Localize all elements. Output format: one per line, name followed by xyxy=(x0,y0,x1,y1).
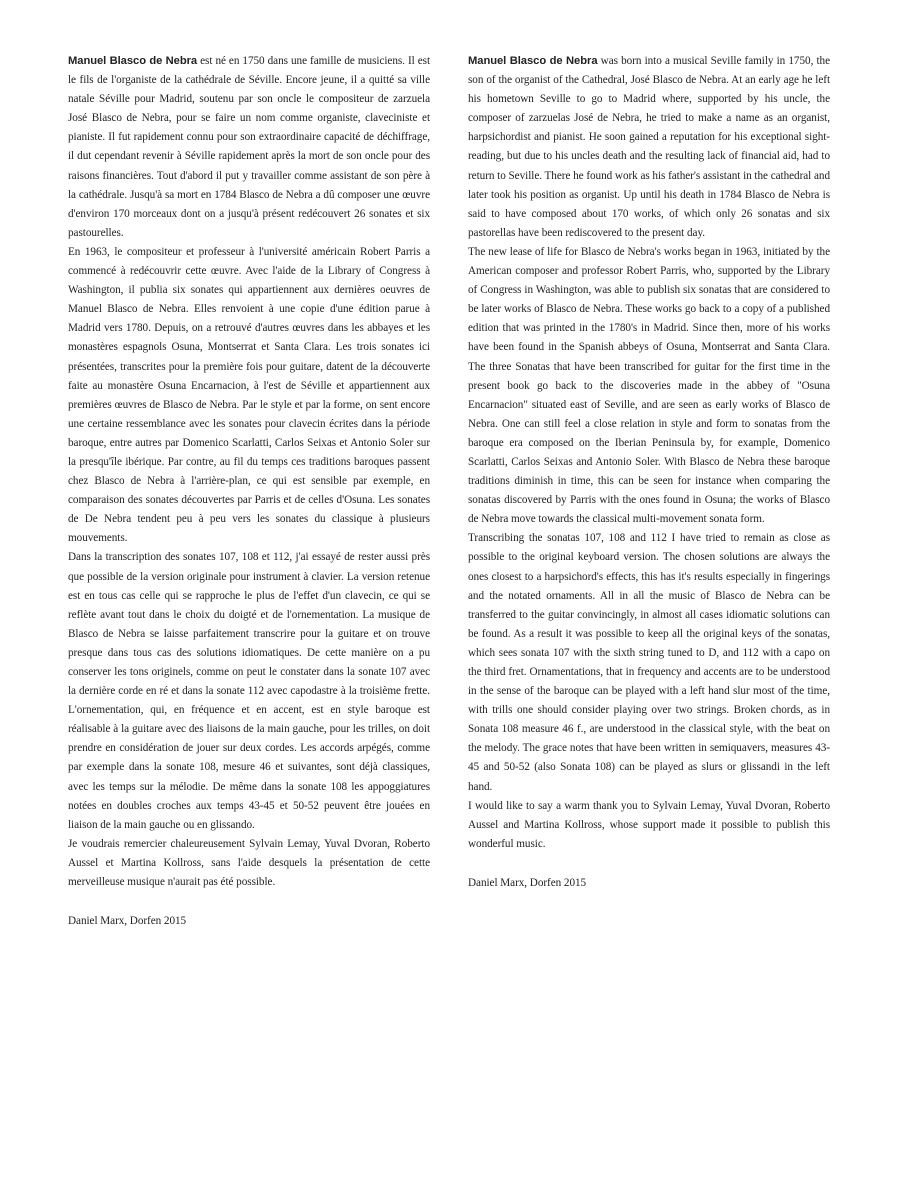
french-paragraph-2: En 1963, le compositeur et professeur à l'université américain Robert Parris a commencé à redécouvrir cette œuvre. Avec l'aide de la Library of Congress à Washington, il publia six sonates qui appartiennent aux dernières oeuvres de Manuel Blasco de Nebra. Elles renvoient à une copie d'une édition parue à Madrid vers 1780. Depuis, on a retrouvé d'autres œuvres dans les abbayes et les monastères espagnols Osuna, Montserrat et Santa Clara. Les trois sonates ici présentées, transcrites pour la première fois pour guitare, datent de la découverte faite au monastère Osuna Encarnacion, à l'est de Séville et appartiennent aux premières œuvres de Blasco de Nebra. Par le style et par la forme, on sent encore une certaine ressemblance avec les sonates pour clavecin écrites dans la période baroque, entre autres par Domenico Scarlatti, Carlos Seixas et Antonio Soler sur la presqu'île ibérique. Par contre, au fil du temps ces traditions baroques passent chez Blasco de Nebra à l'arrière-plan, ce qui est sensible par exemple, en comparaison des sonates découvertes par Parris et de celles d'Osuna. Les sonates de De Nebra tendent peu à peu vers les sonates du classique à plusieurs mouvements. xyxy=(68,245,430,545)
french-column xyxy=(68,52,430,931)
french-lead-name: Manuel Blasco de Nebra xyxy=(68,55,198,67)
english-signature: Daniel Marx, Dorfen 2015 xyxy=(468,876,587,889)
english-paragraph-2: The new lease of life for Blasco de Nebra's works began in 1963, initiated by the American composer and professor Robert Parris, who, supported by the Library of Congress in Washington, was able to publish six sonatas that are considered to be later works of Blasco de Nebra. These works go back to a copy of a published edition that was printed in the 1780's in Madrid. Since then, more of his works have been found in the Spanish abbeys of Osuna, Montserrat and Santa Clara. The three Sonatas that have been transcribed for guitar for the first time in the present book go back to the discoveries made in the abbey of "Osuna Encarnacion" situated east of Seville, and are seen as early works of Blasco de Nebra. One can still feel a close relation in style and form to sonatas from the baroque era composed on the Iberian Peninsula by, for example, Domenico Scarlatti, Carlos Seixas and Antonio Soler. With Blasco de Nebra these baroque traditions diminish in time, this can be seen for instance when comparing the sonatas discovered by Parris with the ones found in Osuna; the works of Blasco de Nebra move towards the classical multi-movement sonata form. xyxy=(468,245,830,526)
french-paragraph-4: Je voudrais remercier chaleureusement Sylvain Lemay, Yuval Dvoran, Roberto Aussel et Martina Kollross, sans l'aide desquels la présentation de cette merveilleuse musique n'aurait pas été possible. xyxy=(68,837,430,889)
english-paragraph-4: I would like to say a warm thank you to Sylvain Lemay, Yuval Dvoran, Roberto Aussel and Martina Kollross, whose support made it possible to publish this wonderful music. xyxy=(468,799,830,850)
french-paragraph-1 xyxy=(68,52,430,243)
english-lead-name: Manuel Blasco de Nebra xyxy=(468,55,598,67)
english-paragraph-1-text: was born into a musical Seville family in 1750, the son of the organist of the Cathedral, José Blasco de Nebra. At an early age he left his hometown Seville to go to Madrid where, supported by his uncle, the composer of zarzuelas José de Nebra, he tried to make a name as an organist, harpsichordist and pianist. He soon gained a reputation for his exceptional sight-reading, but due to his uncles death and the resulting lack of financial aid, had to return to Seville. There he found work as his father's assistant in the cathedral and later took his position as organist. Up until his death in 1784 Blasco de Nebra is said to have composed about 170 works, of which only 26 sonatas and six pastorellas have been rediscovered to the present day. xyxy=(468,55,831,239)
french-signature: Daniel Marx, Dorfen 2015 xyxy=(68,915,187,928)
english-column xyxy=(468,52,830,893)
french-paragraph-3: Dans la transcription des sonates 107, 108 et 112, j'ai essayé de rester aussi près que possible de la version originale pour instrument à clavier. La version retenue est en tous cas celle qui se rapproche le plus de l'effet d'un clavecin, ce qui se reflète avant tout dans le choix du doigté et de l'ornementation. La musique de Blasco de Nebra se laisse parfaitement transcrire pour la guitare et on trouve presque dans tous cas des solutions idiomatiques. De cette manière on a pu conserver les tons originels, comme on peut le constater dans la sonate 107 avec la dernière corde en ré et dans la sonate 112 avec capodastre à la troisième frette. L'ornementation, qui, en fréquence et en accent, est en style baroque est réalisable à la guitare avec des liaisons de la main gauche, pour les trilles, on doit prendre en considération de jouer sur deux cordes. Les accords arpégés, comme par exemple dans la sonate 108, mesure 46 et suivantes, sont déjà classiques, avec les temps sur la mélodie. De même dans la sonate 108 les appoggiatures notées en doubles croches aux temps 43-45 et 50-52 peuvent être jouées en liaison de la main gauche ou en glissando. xyxy=(68,551,430,831)
french-paragraph-1-text: est né en 1750 dans une famille de musiciens. Il est le fils de l'organiste de la cathédrale de Séville. Encore jeune, il a quitté sa ville natale Séville pour Madrid, soutenu par son oncle le compositeur de zarzuela José Blasco de Nebra, pour se faire un nom comme organiste, claveciniste et pianiste. Il fut rapidement connu pour son extraordinaire capacité de déchiffrage, il dut cependant revenir à Séville rapidement après la mort de son oncle pour des raisons financières. Tout d'abord il put y travailler comme assistant de son père à la cathédrale. Jusqu'à sa mort en 1784 Blasco de Nebra a dû composer une œuvre d'environ 170 morceaux dont on a jusqu'à présent redécouvert 26 sonates et six pastourelles. xyxy=(68,55,431,239)
english-paragraph-3: Transcribing the sonatas 107, 108 and 112 I have tried to remain as close as possible to the original keyboard version. The chosen solutions are always the ones closest to a harpsichord's effects, this has it's results especially in fingerings and the notated ornaments. All in all the music of Blasco de Nebra can be transferred to the guitar convincingly, in almost all cases idiomatic solutions can be found. As a result it was possible to keep all the original keys of the sonatas, which sees sonata 107 with the sixth string tuned to D, and 112 with a capo on the third fret. Ornamentations, that in frequency and accents are to be understood in the sense of the baroque can be played with a left hand slur most of the time, with trills one should consider playing over two strings. Broken chords, as in Sonata 108 measure 46 f., are understood in the classical style, with the beat on the melody. The grace notes that have been written in semiquavers, measures 43-45 and 50-52 (also Sonata 108) can be played as slurs or glissandi in the left hand. xyxy=(468,532,830,793)
english-paragraph-1 xyxy=(468,52,830,243)
